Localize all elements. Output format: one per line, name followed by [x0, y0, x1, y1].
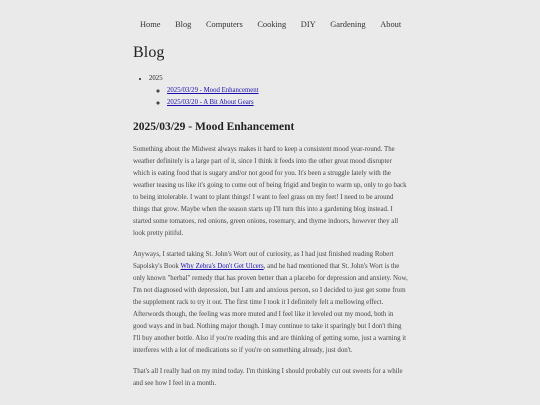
post-paragraph-1: Something about the Midwest always makes it hard to keep a consistent mood year-round. The weather definitely is a large part of it, since I think it feeds into the other great mood disrupter which is eating food that is sugary and/or not good for you. It's been a struggle lately with the weather teasing us like it's going to come out of being frigid and begin to warm up, only to go back to being intolerable. I want to plant things! I want to feel grass on my feet! I need to be around things that grow. Maybe when the season starts up I'll turn this into a gardening blog instead. I started some tomatoes, red onions, green onions, rosemary, and thyme indoors, however they all look pretty pitiful. — [133, 146, 407, 237]
page-title: Blog — [133, 44, 165, 61]
post-paragraph-2 — [133, 249, 408, 357]
post-paragraph-2-rest: , and he had mentioned that St. John's Wort is the only known "herbal" remedy that has proven better than a placebo for depression and anxiety. Now, I'm not diagnosed with depression, but I am and anxious person, so I decided to just get some from the supplement rack to try it out. The first time I took it I definitely felt a mellowing effect. Afterwords though, the feeling was more muted and I feel like it leveled out my mood, both in good ways and in bad. Nothing major though. I may continue to take it sparingly but I don't thing I'll buy another bottle. Also if you're reading this and are thinking of getting some, just a warning it interferes with a lot of medications so if you're on something already, just don't. — [133, 263, 408, 354]
post-archive — [133, 74, 408, 109]
archive-year-item — [149, 74, 408, 109]
top-nav — [140, 20, 416, 29]
post-paragraph-2-intro: Anyways, I started taking St. John's Wort out of curiosity, as I had just finished reading Robert Sapolsky's Book — [133, 251, 394, 270]
archive-post-list — [149, 85, 408, 109]
nav-about-link[interactable]: About — [380, 20, 402, 29]
nav-gardening-link[interactable]: Gardening — [330, 20, 366, 29]
archive-post-link-mood-enhancement[interactable]: 2025/03/29 - Mood Enhancement — [167, 87, 259, 94]
post-paragraph-3: That's all I really had on my mind today. I'm thinking I should probably cut out sweets for a while and see how I feel in a month. — [133, 368, 403, 387]
nav-diy-link[interactable]: DIY — [300, 20, 316, 29]
nav-blog-link[interactable]: Blog — [175, 20, 192, 29]
archive-post-item — [167, 97, 408, 109]
nav-home-link[interactable]: Home — [140, 20, 161, 29]
main-content — [133, 44, 408, 399]
blog-post — [133, 121, 408, 390]
nav-cooking-link[interactable]: Cooking — [257, 20, 287, 29]
archive-post-link-gears[interactable]: 2025/03/20 - A Bit About Gears — [167, 99, 254, 106]
archive-year-label: 2025 — [149, 75, 163, 82]
post-title: 2025/03/29 - Mood Enhancement — [133, 121, 295, 133]
archive-post-item — [167, 85, 408, 97]
book-link[interactable]: Why Zebra's Don't Get Ulcers — [180, 263, 264, 270]
nav-computers-link[interactable]: Computers — [205, 20, 243, 29]
